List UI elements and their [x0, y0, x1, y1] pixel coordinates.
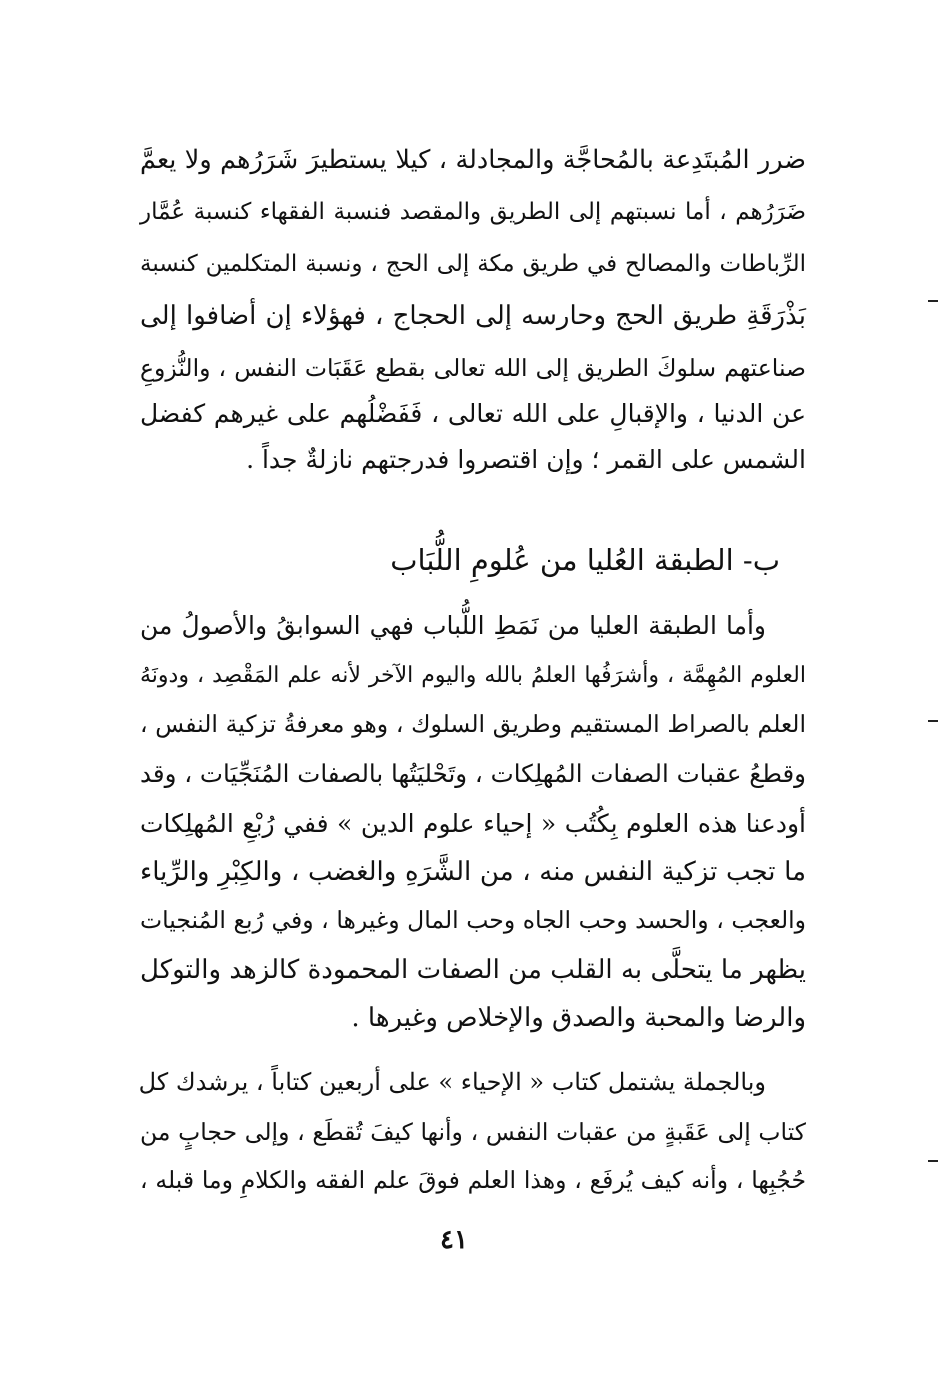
- text-line: والعجب ، والحسد وحب الجاه وحب المال وغيرها ، وفي رُبع المُنجيات: [140, 906, 806, 934]
- text-line: والرضا والمحبة والصدق والإخلاص وغيرها .: [351, 1003, 806, 1033]
- margin-mark: [928, 1160, 938, 1162]
- text-line: يظهر ما يتحلَّى به القلب من الصفات المحمودة كالزهد والتوكل: [140, 955, 806, 985]
- text-line: الرِّباطات والمصالح في طريق مكة إلى الحج ، ونسبة المتكلمين كنسبة: [140, 251, 806, 277]
- margin-mark: [928, 300, 938, 302]
- text-line: بَذْرَقَةِ طريق الحج وحارسه إلى الحجاج ، فهؤلاء إن أضافوا إلى: [140, 301, 806, 331]
- section-heading: ب- الطبقة العُليا من عُلومِ اللُّبَاب: [390, 543, 780, 577]
- text-line: حُجُبِها ، وأنه كيف يُرفَع ، وهذا العلم فوقَ علم الفقه والكلامِ وما قبله ،: [140, 1166, 806, 1194]
- text-line: وقطعُ عقبات الصفات المُهلِكات ، وتَحْليَتُها بالصفات المُنَجِّيَات ، وقد: [140, 759, 806, 788]
- text-line: عن الدنيا ، والإقبالِ على الله تعالى ، فَفَضْلُهم على غيرهم كفضل: [140, 399, 806, 428]
- text-line: وبالجملة يشتمل كتاب « الإحياء » على أربعين كتاباً ، يرشدك كل: [138, 1068, 766, 1096]
- text-line: ضرر المُبتَدِعة بالمُحاجَّة والمجادلة ، كيلا يستطيرَ شَرَرُهم ولا يعمَّ: [140, 145, 806, 175]
- text-line: أودعنا هذه العلوم بِكُتُب « إحياء علوم الدين » ففي رُبْعِ المُهلِكات: [140, 809, 806, 838]
- page-number: ٤١: [440, 1225, 468, 1255]
- text-line: الشمس على القمر ؛ وإن اقتصروا فدرجتهم نازلةٌ جداً .: [246, 445, 806, 474]
- text-line: ما تجب تزكية النفس منه ، من الشَّرَهِ والغضب ، والكِبْرِ والرِّياء: [140, 857, 806, 887]
- text-line: ضَرَرُهم ، أما نسبتهم إلى الطريق والمقصد فنسبة الفقهاء كنسبة عُمَّار: [140, 199, 806, 225]
- text-line: كتاب إلى عَقَبةٍ من عقبات النفس ، وأنها كيفَ تُقطَع ، وإلى حجابٍ من: [140, 1118, 806, 1146]
- text-line: وأما الطبقة العليا من نَمَطِ اللُّباب فهي السوابقُ والأصولُ من: [140, 611, 766, 640]
- text-line: صناعتهم سلوكَ الطريق إلى الله تعالى بقطع عَقَبَات النفس ، والنُّزوعِ: [140, 354, 806, 382]
- margin-mark: [928, 720, 938, 722]
- text-line: العلوم المُهِمَّة ، وأشرَفُها العلمُ بالله واليوم الآخر لأنه علم المَقْصِد ، ودونَهُ: [140, 663, 806, 688]
- text-line: العلم بالصراط المستقيم وطريق السلوك ، وهو معرفةُ تزكية النفس ،: [140, 710, 806, 738]
